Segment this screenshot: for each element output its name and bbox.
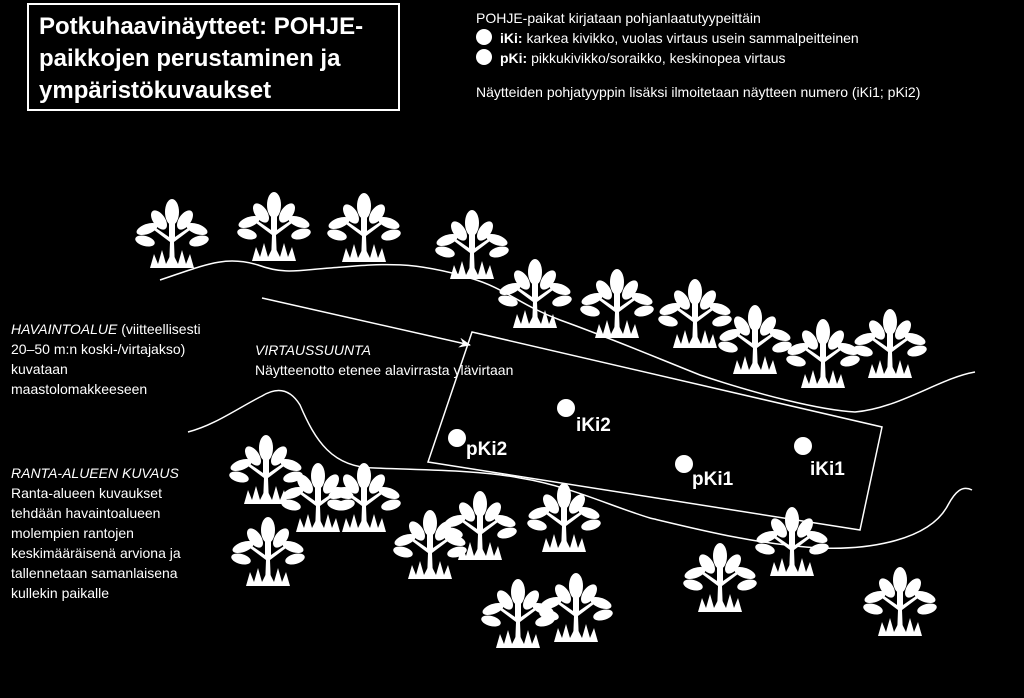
tree-icon [682,543,758,612]
tree-icon [862,567,938,636]
tree-icon [434,210,510,279]
tree-icon [852,309,928,378]
site-dot-icon [794,437,812,455]
title-line: paikkojen perustaminen ja [39,45,341,72]
shore-line: keskimääräisenä arviona ja [11,545,181,561]
study-area-heading-rest: (viitteellisesti [117,321,201,337]
tree-icon [579,269,655,338]
tree-icon [497,259,573,328]
tree-icon [526,483,602,552]
shore-line: tallennetaan samanlaisena [11,565,178,581]
study-area-line: maastolomakkeeseen [11,381,148,397]
legend-note: Näytteiden pohjatyyppin lisäksi ilmoitetaan näytteen numero (iKi1; pKi2) [476,84,921,100]
study-area-description [11,319,201,399]
site-label-iki2: iKi2 [576,415,611,436]
study-area-line: 20–50 m:n koski-/virtajakso) [11,341,186,357]
site-label-pki1: pKi1 [692,469,734,490]
shore-line: Ranta-alueen kuvaukset [11,485,162,501]
tree-icon [134,199,210,268]
tree-icon [326,463,402,532]
tree-icon [754,507,830,576]
tree-icon [236,192,312,261]
upper-shoreline [160,261,975,412]
title-box [27,3,400,111]
tree-icon [717,305,793,374]
legend-item-iki [476,28,920,48]
shore-description [11,463,181,603]
title-line: ympäristökuvaukset [39,77,272,104]
legend-desc: pikkukivikko/soraikko, keskinopea virtaus [527,50,786,66]
site-label-pki2: pKi2 [466,439,508,460]
shore-line: tehdään havaintoalueen [11,505,161,521]
legend-item-pki [476,48,920,68]
tree-icon [538,573,614,642]
title-line: Potkuhaavinäytteet: POHJE- [39,13,364,40]
tree-icon [230,517,306,586]
site-dot-icon [476,29,492,45]
legend-intro: POHJE-paikat kirjataan pohjanlaatutyypeittäin [476,10,761,26]
legend-desc: karkea kivikko, vuolas virtaus usein sammalpeitteinen [522,30,859,46]
legend-code: iKi: [500,30,523,46]
site-dot-icon [476,49,492,65]
flow-heading: VIRTAUSSUUNTA [255,342,371,358]
shore-line: kullekin paikalle [11,585,110,601]
legend-code: pKi: [500,50,528,66]
flow-arrow [262,298,470,345]
tree-icon [326,193,402,262]
tree-icon [785,319,861,388]
shore-line: molempien rantojen [11,525,134,541]
site-dot-icon [675,455,693,473]
study-area-line: kuvataan [11,361,68,377]
study-area-heading: HAVAINTOALUE [11,321,118,337]
legend [476,8,920,102]
flow-text: Näytteenotto etenee alavirrasta ylävirtaan [255,362,514,378]
site-label-iki1: iKi1 [810,459,845,480]
flow-description [255,340,513,380]
shore-heading: RANTA-ALUEEN KUVAUS [11,465,179,481]
site-dot-icon [448,429,466,447]
site-dot-icon [557,399,575,417]
